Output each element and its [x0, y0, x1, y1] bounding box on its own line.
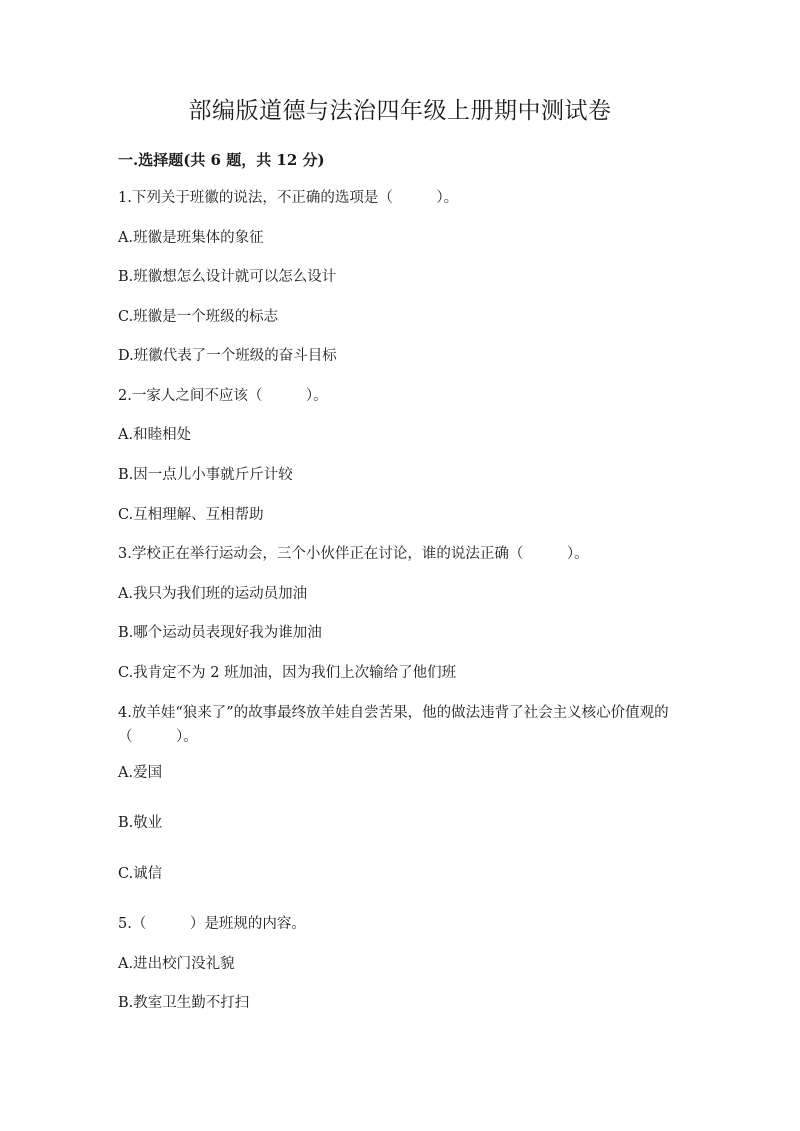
- question-2-option-a: A.和睦相处: [118, 427, 192, 443]
- question-5-stem: 5.（ ）是班规的内容。: [118, 916, 306, 932]
- question-3-option-a: A.我只为我们班的运动员加油: [118, 586, 308, 602]
- question-3-option-b: B.哪个运动员表现好我为谁加油: [118, 625, 322, 641]
- question-5-option-b: B.教室卫生勤不打扫: [118, 995, 250, 1011]
- page-title: 部编版道德与法治四年级上册期中测试卷: [188, 98, 612, 124]
- question-4-option-b: B.敬业: [118, 815, 163, 831]
- question-1-option-d: D.班徽代表了一个班级的奋斗目标: [118, 348, 337, 364]
- question-2-stem: 2.一家人之间不应该（ ）。: [118, 388, 328, 404]
- question-3-stem: 3.学校正在举行运动会，三个小伙伴正在讨论，谁的说法正确（ ）。: [118, 546, 589, 562]
- question-2-option-c: C.互相理解、互相帮助: [118, 507, 264, 523]
- question-1-option-b: B.班徽想怎么设计就可以怎么设计: [118, 269, 337, 285]
- question-5-option-a: A.进出校门没礼貌: [118, 956, 235, 972]
- question-2-option-b: B.因一点儿小事就斤斤计较: [118, 467, 293, 483]
- question-1-option-a: A.班徽是班集体的象征: [118, 230, 264, 246]
- question-1-stem: 1.下列关于班徽的说法，不正确的选项是（ ）。: [118, 190, 459, 206]
- question-3-option-c: C.我肯定不为 2 班加油，因为我们上次输给了他们班: [118, 665, 457, 681]
- question-1-option-c: C.班徽是一个班级的标志: [118, 309, 279, 325]
- question-4-stem: 4.放羊娃“狼来了”的故事最终放羊娃自尝苦果，他的做法违背了社会主义核心价值观的（ ）。: [118, 705, 669, 745]
- question-4-option-a: A.爱国: [118, 765, 163, 781]
- question-4-option-c: C.诚信: [118, 866, 163, 882]
- section-heading: 一.选择题(共 6 题，共 12 分): [118, 151, 325, 169]
